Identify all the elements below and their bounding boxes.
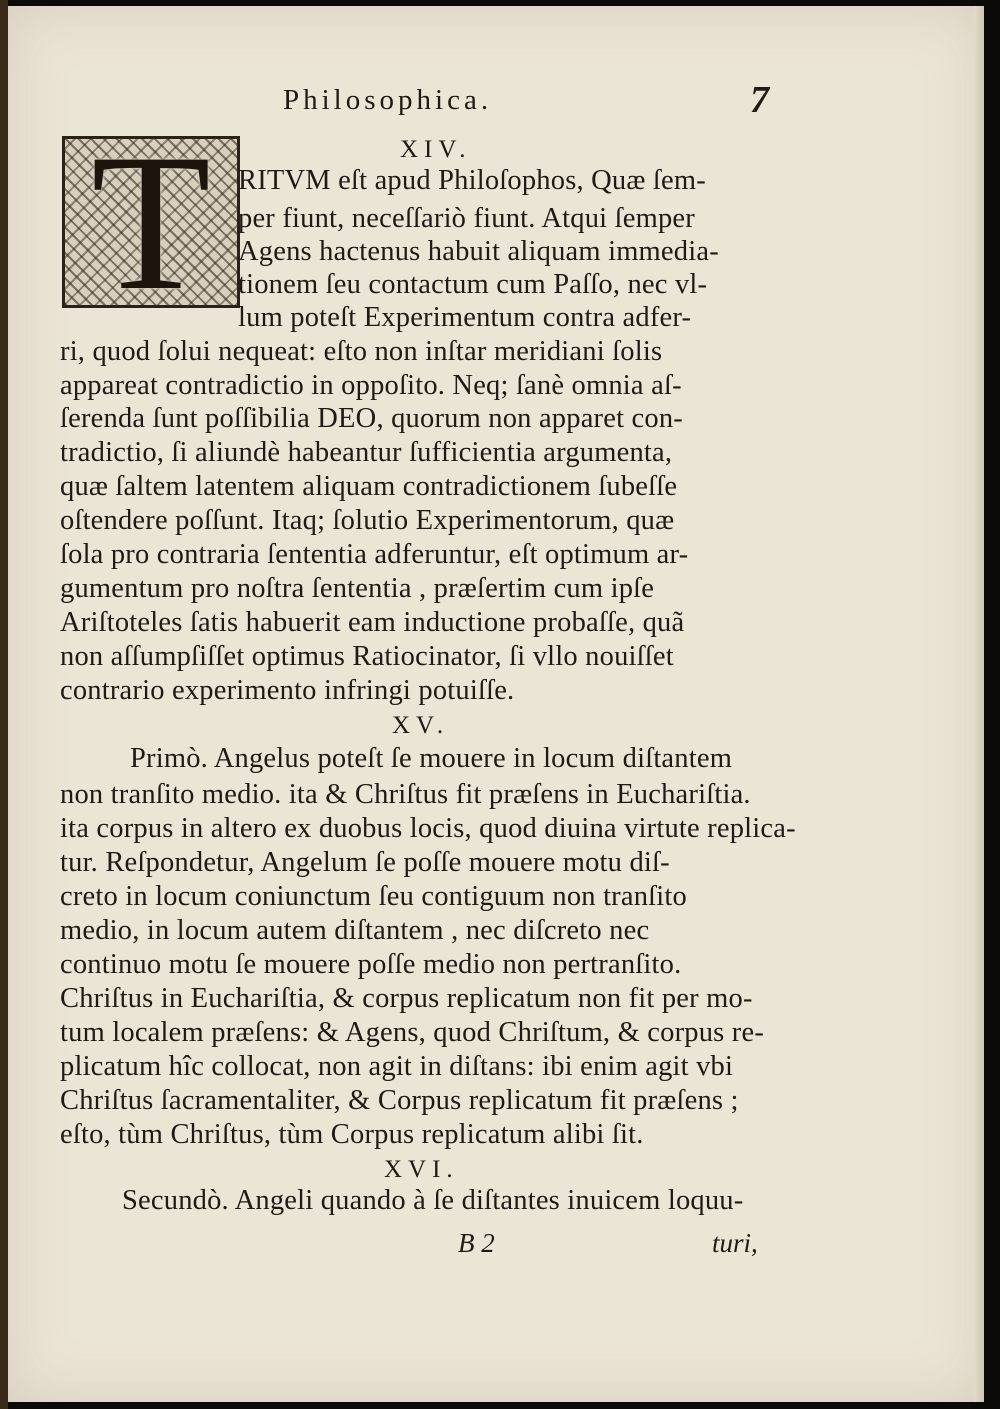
text-line: appareat contradictio in oppoſito. Neq; ſanè omnia aſ- bbox=[60, 370, 682, 401]
book-page bbox=[8, 6, 984, 1402]
text-line: ri, quod ſolui nequeat: eſto non inſtar meridiani ſolis bbox=[60, 336, 663, 367]
text-line: gumentum pro noſtra ſententia , præſertim cum ipſe bbox=[60, 573, 655, 604]
text-line: Secundò. Angeli quando à ſe diſtantes inuicem loquu- bbox=[122, 1185, 744, 1216]
initial-letter: T bbox=[91, 114, 211, 331]
running-title: Philosophica. bbox=[283, 84, 493, 116]
section-number-xv: XV. bbox=[392, 712, 450, 739]
text-line: tum localem præſens: & Agens, quod Chriſtum, & corpus re- bbox=[60, 1017, 765, 1048]
text-line: tur. Reſpondetur, Angelum ſe poſſe mouere motu diſ- bbox=[60, 847, 670, 878]
text-line: eſto, tùm Chriſtus, tùm Corpus replicatum alibi ſit. bbox=[60, 1119, 644, 1150]
page-number: 7 bbox=[750, 79, 769, 121]
text-line: ſerenda ſunt poſſibilia DEO, quorum non apparet con- bbox=[60, 403, 683, 434]
text-line: per fiunt, neceſſariò fiunt. Atqui ſemper bbox=[238, 203, 695, 234]
page-edge bbox=[974, 6, 984, 1402]
text-line: non aſſumpſiſſet optimus Ratiocinator, ſi vllo nouiſſet bbox=[60, 641, 674, 672]
catchword: turi, bbox=[712, 1228, 758, 1258]
text-line: tradictio, ſi aliundè habeantur ſufficientia argumenta, bbox=[60, 437, 673, 468]
text-line: quæ ſaltem latentem aliquam contradictionem ſubeſſe bbox=[60, 471, 678, 502]
text-line: continuo motu ſe mouere poſſe medio non pertranſito. bbox=[60, 949, 682, 980]
signature-mark: B 2 bbox=[458, 1228, 495, 1258]
text-line: Agens hactenus habuit aliquam immedia- bbox=[238, 236, 719, 267]
text-line: non tranſito medio. ita & Chriſtus fit præſens in Euchariſtia. bbox=[60, 779, 751, 810]
text-line: Ariſtoteles ſatis habuerit eam inductione probaſſe, quã bbox=[60, 607, 685, 638]
book-spine bbox=[0, 0, 8, 1409]
text-line: tionem ſeu contactum cum Paſſo, nec vl- bbox=[238, 269, 708, 300]
text-line: oſtendere poſſunt. Itaq; ſolutio Experimentorum, quæ bbox=[60, 505, 675, 536]
text-line: creto in locum coniunctum ſeu contiguum non tranſito bbox=[60, 881, 687, 912]
text-line: Primò. Angelus poteſt ſe mouere in locum diſtantem bbox=[130, 743, 733, 774]
text-line: contrario experimento infringi potuiſſe. bbox=[60, 675, 515, 706]
text-line: Chriſtus ſacramentaliter, & Corpus replicatum fit præſens ; bbox=[60, 1085, 739, 1116]
text-line: Chriſtus in Euchariſtia, & corpus replicatum non fit per mo- bbox=[60, 983, 753, 1014]
text-line: lum poteſt Experimentum contra adfer- bbox=[238, 302, 692, 333]
text-line: RITVM eſt apud Philoſophos, Quæ ſem- bbox=[238, 165, 706, 196]
section-number-xiv: XIV. bbox=[400, 136, 472, 163]
text-line: plicatum hîc collocat, non agit in diſtans: ibi enim agit vbi bbox=[60, 1051, 734, 1082]
text-line: ſola pro contraria ſententia adferuntur, eſt optimum ar- bbox=[60, 539, 689, 570]
text-line: medio, in locum autem diſtantem , nec diſcreto nec bbox=[60, 915, 650, 946]
text-line: ita corpus in altero ex duobus locis, quod diuina virtute replica- bbox=[60, 813, 796, 844]
decorated-initial bbox=[62, 114, 240, 331]
section-number-xvi: XVI. bbox=[384, 1156, 459, 1183]
